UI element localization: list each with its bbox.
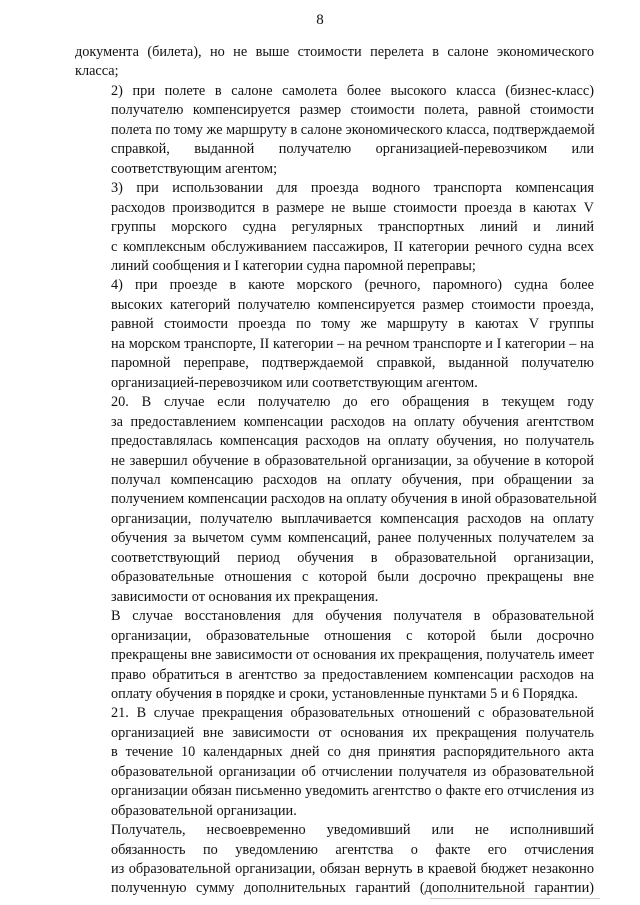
text-line: образовательной организации. <box>111 802 297 819</box>
page-number: 8 <box>316 12 324 28</box>
text-line: справкой, выданной получателю организацией-перевозчиком или <box>111 141 594 158</box>
text-line: обязанность по уведомлению агентства о факте его отчисления <box>111 841 594 858</box>
text-line: 2) при полете в салоне самолета более высокого класса (бизнес-класс) <box>111 82 594 99</box>
text-line: в течение 10 календарных дней со дня принятия распорядительного акта <box>111 744 594 761</box>
paragraph <box>75 704 594 821</box>
text-line: из образовательной организации, обязан вернуть в краевой бюджет незаконно <box>111 861 594 878</box>
paragraph <box>75 82 594 179</box>
text-line: оплату обучения в порядке и сроки, установленные пунктами 5 и 6 Порядка. <box>111 685 578 702</box>
paragraph <box>75 607 594 704</box>
text-line: равной стоимости проезда по тому же маршруту в каютах V группы <box>111 316 594 333</box>
text-line: 21. В случае прекращения образовательных отношений с образовательной <box>111 705 594 722</box>
text-line: за предоставлением компенсации расходов на оплату обучения агентством <box>111 413 594 430</box>
text-line: организации обязан письменно уведомить агентство о факте его отчисления из <box>111 783 594 800</box>
text-line: Получатель, несвоевременно уведомивший или не исполнивший <box>111 822 594 839</box>
document-body <box>75 43 597 899</box>
text-line: линий сообщения и I категории судна паромной переправы; <box>111 257 476 274</box>
text-line: организации, образовательные отношения с которой были досрочно <box>111 627 594 644</box>
text-line: получением компенсации расходов на оплату обучения в иной образовательной <box>111 491 597 508</box>
text-line: получал компенсацию расходов на оплату обучения, при обращении за <box>111 471 594 488</box>
text-line: В случае восстановления для обучения получателя в образовательной <box>111 608 594 625</box>
text-line: организации, получателю выплачивается компенсация расходов на оплату <box>111 510 594 527</box>
paragraph <box>75 821 594 899</box>
paragraph <box>75 43 594 82</box>
text-line: не завершил обучение в образовательной организации, за обучение в которой <box>111 452 594 469</box>
text-line: расходов производится в размере не выше стоимости проезда в каютах V <box>111 199 594 216</box>
text-line: группы морского судна регулярных транспортных линий и линий <box>111 219 594 236</box>
text-line: получателю компенсируется размер стоимости полета, равной стоимости <box>111 102 594 119</box>
text-line: документа (билета), но не выше стоимости перелета в салоне экономического <box>75 44 594 60</box>
text-line: прекращены вне зависимости от основания их прекращения, получатель имеет <box>111 647 594 664</box>
text-line: организацией вне зависимости от основания их прекращения получатель <box>111 724 594 741</box>
text-line: полета по тому же маршруту в салоне экономического класса, подтверждаемой <box>111 121 595 138</box>
text-line: образовательной организации об отчислении получателя из образовательной <box>111 763 594 780</box>
text-line: 4) при проезде в каюте морского (речного, паромного) судна более <box>111 277 594 294</box>
text-line: высоких категорий получателю компенсируется размер стоимости проезда, <box>111 296 594 313</box>
text-line: соответствующим агентом; <box>111 160 278 177</box>
paragraph <box>75 393 597 607</box>
scan-edge-line <box>430 898 600 899</box>
text-line: организацией-перевозчиком или соответствующим агентом. <box>111 374 478 391</box>
text-line: образовательные отношения с которой были досрочно прекращены вне <box>111 569 594 586</box>
text-line: право обратиться в агентство за предоставлением компенсации расходов на <box>111 666 594 683</box>
text-line: на морском транспорте, II категории – на речном транспорте и I категории – на <box>111 335 594 352</box>
text-line: зависимости от основания их прекращения. <box>111 588 379 605</box>
text-line: с комплексным обслуживанием пассажиров, II категории речного судна всех <box>111 238 594 255</box>
text-line: обучения за вычетом сумм компенсаций, ранее полученных получателем за <box>111 530 594 547</box>
paragraph <box>75 179 594 276</box>
text-line: паромной переправе, подтверждаемой справкой, выданной получателю <box>111 355 594 372</box>
text-line: класса; <box>75 63 119 80</box>
text-line: 3) при использовании для проезда водного транспорта компенсация <box>111 180 594 197</box>
text-line: полученную сумму дополнительных гарантий (дополнительной гарантии) <box>111 880 594 897</box>
text-line: соответствующий период обучения в образовательной организации, <box>111 549 594 566</box>
paragraph <box>75 276 594 393</box>
text-line: 20. В случае если получателю до его обращения в текущем году <box>111 394 594 411</box>
text-line: предоставлялась компенсация расходов на оплату обучения, но получатель <box>111 433 594 450</box>
